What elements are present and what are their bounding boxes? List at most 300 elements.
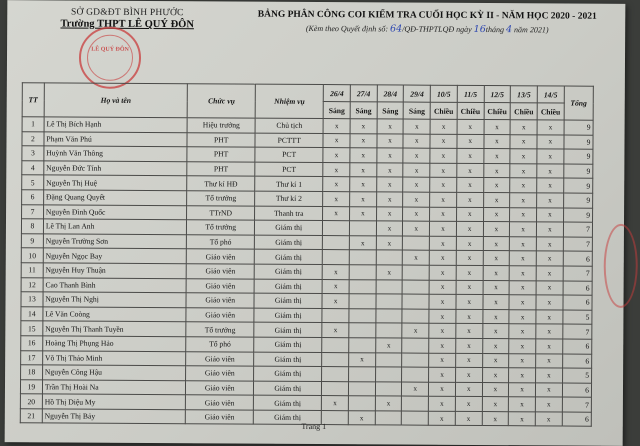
assignment-mark: x — [509, 266, 536, 281]
assignment-mark: x — [430, 134, 457, 149]
date-header: 12/5 — [484, 86, 511, 103]
subtitle-suffix: năm 2021) — [514, 25, 549, 35]
assignment-mark — [403, 236, 430, 251]
assignment-mark: x — [536, 295, 563, 310]
staff-position: Tổ phó — [186, 337, 254, 352]
staff-name: Nguyễn Ngọc Bay — [43, 248, 186, 263]
assignment-mark: x — [322, 323, 349, 338]
assignment-mark: x — [509, 280, 536, 295]
header-left — [37, 7, 217, 30]
staff-task: PCT — [255, 147, 323, 162]
assignment-mark: x — [323, 192, 350, 207]
assignment-mark: x — [323, 177, 350, 192]
assignment-mark: x — [429, 338, 456, 353]
assignment-mark: x — [403, 192, 430, 207]
document-subtitle — [237, 23, 617, 36]
staff-task: PCTTT — [255, 133, 323, 148]
assignment-mark — [403, 265, 430, 280]
staff-position: Tổ trưởng — [186, 322, 254, 337]
assignment-mark — [349, 338, 376, 353]
staff-name: Nguyễn Đức Tính — [44, 161, 187, 176]
assignment-mark — [322, 337, 349, 352]
assignment-mark — [349, 265, 376, 280]
assignment-mark: x — [375, 396, 402, 411]
assignment-mark — [322, 381, 349, 396]
assignment-mark — [349, 279, 376, 294]
row-number: 6 — [22, 190, 44, 205]
staff-position: Giáo viên — [186, 380, 254, 395]
staff-name: Huỳnh Văn Thông — [44, 146, 187, 161]
staff-position: Tổ trưởng — [187, 191, 255, 206]
decision-month: 4 — [505, 24, 513, 36]
staff-position: Tổ phó — [187, 234, 255, 249]
staff-position: Giáo viên — [186, 278, 254, 293]
row-total: 6 — [562, 354, 591, 369]
assignment-mark: x — [377, 119, 404, 134]
staff-position: Giáo viên — [186, 351, 254, 366]
row-number: 2 — [22, 131, 44, 146]
assignment-mark — [402, 309, 429, 324]
assignment-mark — [376, 279, 403, 294]
row-total: 7 — [563, 222, 592, 237]
staff-task: Giám thị — [255, 220, 323, 235]
assignment-mark: x — [403, 119, 430, 134]
assignment-mark: x — [456, 265, 483, 280]
staff-task: Thanh tra — [255, 206, 323, 221]
document-page — [5, 0, 626, 446]
assignment-mark: x — [429, 294, 456, 309]
assignment-mark: x — [536, 339, 563, 354]
assignment-mark: x — [322, 294, 349, 309]
date-header: 14/5 — [537, 86, 564, 103]
red-seal-partial — [603, 224, 638, 308]
assignment-mark: x — [510, 163, 537, 178]
staff-position: PHT — [187, 132, 255, 147]
assignment-mark: x — [509, 412, 536, 427]
assignment-mark: x — [348, 411, 375, 426]
row-total: 6 — [562, 412, 591, 427]
assignment-mark — [322, 352, 349, 367]
assignment-mark: x — [484, 120, 511, 135]
row-total: 6 — [563, 251, 592, 266]
assignment-mark — [349, 221, 376, 236]
assignment-mark: x — [350, 192, 377, 207]
row-total: 7 — [563, 237, 592, 252]
assignment-mark: x — [429, 236, 456, 251]
row-number: 20 — [20, 394, 42, 409]
assignment-mark: x — [456, 207, 483, 222]
assignment-mark: x — [536, 266, 563, 281]
assignment-mark: x — [509, 339, 536, 354]
staff-name: Hoàng Thị Phụng Hảo — [43, 336, 186, 351]
assignment-mark: x — [430, 192, 457, 207]
assignment-mark: x — [457, 119, 484, 134]
assignment-mark: x — [483, 251, 510, 266]
assignment-mark: x — [403, 177, 430, 192]
assignment-mark: x — [483, 280, 510, 295]
assignment-mark: x — [510, 251, 537, 266]
staff-task: Thư kí 1 — [255, 177, 323, 192]
table-body — [20, 117, 593, 427]
assignment-mark: x — [509, 397, 536, 412]
assignment-mark: x — [350, 162, 377, 177]
header-right — [237, 10, 617, 36]
assignment-mark: x — [375, 338, 402, 353]
assignment-mark: x — [536, 310, 563, 325]
assignment-mark: x — [535, 383, 562, 398]
assignment-mark — [376, 294, 403, 309]
assignment-mark: x — [482, 382, 509, 397]
assignment-mark: x — [457, 163, 484, 178]
session-header: Chiều — [430, 102, 457, 119]
staff-position: Giáo viên — [186, 264, 254, 279]
staff-task: Giám thị — [254, 352, 322, 367]
staff-name: Lê Thị Lan Anh — [43, 219, 186, 234]
assignment-mark: x — [537, 120, 564, 135]
assignment-mark: x — [509, 382, 536, 397]
staff-task: Giám thị — [254, 337, 322, 352]
assignment-mark: x — [430, 221, 457, 236]
assignment-mark: x — [323, 162, 350, 177]
assignment-table — [20, 82, 594, 427]
assignment-mark: x — [403, 250, 430, 265]
staff-name: Cao Thanh Bình — [43, 277, 186, 292]
assignment-mark: x — [350, 148, 377, 163]
session-header: Chiều — [457, 102, 484, 119]
assignment-mark: x — [429, 324, 456, 339]
assignment-mark: x — [535, 397, 562, 412]
column-header-position: Chức vụ — [187, 84, 255, 118]
staff-task: Giám thị — [254, 264, 322, 279]
department-name: SỞ GD&ĐT BÌNH PHƯỚC — [70, 7, 184, 19]
row-number: 4 — [22, 160, 44, 175]
assignment-mark: x — [402, 323, 429, 338]
assignment-mark: x — [456, 324, 483, 339]
row-number: 12 — [21, 277, 43, 292]
row-total: 7 — [563, 266, 592, 281]
staff-task: Giám thị — [254, 308, 322, 323]
row-number: 21 — [20, 409, 42, 424]
session-header: Chiều — [484, 103, 511, 120]
assignment-mark: x — [510, 134, 537, 149]
header-row-dates — [22, 83, 593, 103]
row-total: 9 — [564, 120, 593, 135]
staff-name: Nguyễn Thị Nghị — [43, 292, 186, 307]
staff-position: Giáo viên — [185, 410, 253, 425]
session-header: Sáng — [350, 102, 377, 119]
assignment-mark: x — [428, 396, 455, 411]
assignment-mark: x — [483, 163, 510, 178]
assignment-mark: x — [350, 119, 377, 134]
staff-name: Nguyễn Công Hậu — [42, 365, 185, 380]
assignment-mark: x — [510, 149, 537, 164]
assignment-mark: x — [537, 178, 564, 193]
assignment-mark — [323, 250, 350, 265]
assignment-mark: x — [429, 309, 456, 324]
assignment-mark: x — [510, 207, 537, 222]
row-total: 9 — [563, 193, 592, 208]
row-number: 18 — [21, 365, 43, 380]
assignment-mark: x — [535, 412, 562, 427]
assignment-mark — [322, 308, 349, 323]
date-header: 10/5 — [430, 85, 457, 102]
staff-task: Giám thị — [255, 235, 323, 250]
staff-name: Hồ Thị Diệu My — [42, 394, 185, 409]
stamp-text: LÊ QUÝ ĐÔN — [91, 46, 129, 53]
assignment-mark — [376, 323, 403, 338]
assignment-mark — [402, 294, 429, 309]
staff-position: Giáo viên — [186, 395, 254, 410]
assignment-mark: x — [510, 120, 537, 135]
assignment-mark: x — [456, 280, 483, 295]
staff-name: Phạm Văn Phú — [44, 131, 187, 146]
staff-position: PHT — [187, 161, 255, 176]
assignment-mark: x — [456, 192, 483, 207]
assignment-mark: x — [403, 207, 430, 222]
assignment-mark: x — [322, 279, 349, 294]
staff-position: Giáo viên — [186, 366, 254, 381]
row-number: 16 — [21, 336, 43, 351]
staff-name: Võ Thị Thảo Minh — [42, 350, 185, 365]
column-header-total: Tổng — [564, 86, 593, 120]
assignment-mark: x — [430, 119, 457, 134]
assignment-mark: x — [509, 368, 536, 383]
assignment-mark: x — [483, 149, 510, 164]
staff-position: Giáo viên — [186, 307, 254, 322]
assignment-mark: x — [430, 207, 457, 222]
staff-name: Nguyễn Trường Sơn — [43, 234, 186, 249]
row-number: 1 — [22, 117, 44, 132]
assignment-mark: x — [430, 178, 457, 193]
staff-position: Hiệu trưởng — [187, 118, 255, 133]
session-header: Sáng — [377, 102, 404, 119]
assignment-mark — [402, 280, 429, 295]
assignment-mark: x — [536, 280, 563, 295]
assignment-mark: x — [482, 309, 509, 324]
staff-task: Giám thị — [254, 366, 322, 381]
assignment-mark: x — [483, 236, 510, 251]
column-header-task: Nhiệm vụ — [255, 84, 323, 118]
page-number: Trang 1 — [301, 421, 327, 432]
assignment-mark — [375, 382, 402, 397]
assignment-mark: x — [482, 411, 509, 426]
assignment-mark — [349, 308, 376, 323]
assignment-mark: x — [456, 222, 483, 237]
staff-position: PHT — [187, 147, 255, 162]
staff-task: Thư kí 2 — [255, 191, 323, 206]
date-header: 28/4 — [377, 85, 404, 102]
assignment-mark: x — [536, 222, 563, 237]
row-total: 9 — [564, 149, 593, 164]
assignment-mark: x — [483, 265, 510, 280]
row-total: 7 — [563, 324, 592, 339]
assignment-mark: x — [482, 353, 509, 368]
assignment-mark — [349, 323, 376, 338]
staff-position: Giáo viên — [186, 293, 254, 308]
date-header: 13/5 — [511, 86, 538, 103]
subtitle-mid: /QĐ-THPTLQĐ ngày — [402, 24, 472, 34]
assignment-mark: x — [482, 397, 509, 412]
assignment-mark: x — [482, 338, 509, 353]
staff-name: Đặng Quang Quyết — [43, 190, 186, 205]
assignment-mark: x — [377, 133, 404, 148]
assignment-mark: x — [403, 221, 430, 236]
assignment-mark: x — [322, 264, 349, 279]
date-header: 29/4 — [404, 85, 431, 102]
assignment-mark: x — [430, 148, 457, 163]
assignment-mark: x — [536, 237, 563, 252]
assignment-mark: x — [536, 353, 563, 368]
row-total: 6 — [562, 383, 591, 398]
assignment-mark: x — [537, 134, 564, 149]
assignment-mark: x — [455, 353, 482, 368]
date-header: 27/4 — [350, 85, 377, 102]
assignment-mark: x — [509, 309, 536, 324]
staff-task: Giám thị — [254, 395, 322, 410]
assignment-mark: x — [456, 251, 483, 266]
school-name: Trường THPT LÊ QUÝ ĐÔN — [60, 18, 194, 31]
assignment-mark — [349, 367, 376, 382]
assignment-mark: x — [483, 178, 510, 193]
subtitle-prefix: (Kèm theo Quyết định số: — [305, 23, 389, 34]
assignment-mark: x — [509, 295, 536, 310]
staff-task: Giám thị — [254, 279, 322, 294]
assignment-mark: x — [429, 251, 456, 266]
assignment-mark: x — [403, 148, 430, 163]
session-header: Sáng — [323, 102, 350, 119]
assignment-mark — [402, 367, 429, 382]
row-number: 14 — [21, 306, 43, 321]
assignment-mark — [376, 309, 403, 324]
staff-name: Nguyễn Đình Quốc — [43, 204, 186, 219]
assignment-mark: x — [428, 411, 455, 426]
assignment-mark: x — [429, 280, 456, 295]
assignment-mark: x — [536, 251, 563, 266]
date-header: 26/4 — [324, 85, 351, 102]
row-number: 15 — [21, 321, 43, 336]
staff-name: Trần Thị Hoài Na — [42, 380, 185, 395]
column-header-tt: TT — [22, 83, 44, 117]
assignment-mark: x — [536, 324, 563, 339]
row-number: 11 — [21, 263, 43, 278]
row-number: 9 — [21, 233, 43, 248]
assignment-mark — [348, 396, 375, 411]
staff-position: TTrND — [187, 205, 255, 220]
assignment-mark: x — [536, 368, 563, 383]
assignment-mark — [349, 250, 376, 265]
assignment-mark — [402, 353, 429, 368]
document-title: BẢNG PHÂN CÔNG COI KIỂM TRA CUỐI HỌC KỲ II - NĂM HỌC 2020 - 2021 — [257, 9, 597, 22]
assignment-mark: x — [349, 235, 376, 250]
assignment-mark: x — [537, 164, 564, 179]
staff-name: Lê Thị Bích Hạnh — [44, 117, 187, 132]
assignment-mark: x — [322, 396, 349, 411]
row-total: 9 — [564, 164, 593, 179]
decision-number: 64 — [390, 23, 403, 35]
assignment-mark: x — [376, 163, 403, 178]
assignment-mark: x — [484, 134, 511, 149]
staff-position: Giáo viên — [186, 249, 254, 264]
decision-day: 16 — [473, 23, 486, 36]
subtitle-month-word: tháng — [485, 25, 505, 35]
row-total: 7 — [562, 397, 591, 412]
assignment-mark: x — [510, 236, 537, 251]
assignment-mark: x — [376, 221, 403, 236]
staff-task: Giám thị — [254, 410, 322, 425]
assignment-mark: x — [510, 222, 537, 237]
assignment-mark: x — [429, 353, 456, 368]
row-number: 19 — [20, 379, 42, 394]
row-total: 9 — [563, 178, 592, 193]
assignment-mark — [348, 381, 375, 396]
assignment-mark: x — [457, 149, 484, 164]
assignment-mark: x — [483, 222, 510, 237]
staff-task: Giám thị — [254, 293, 322, 308]
assignment-mark: x — [349, 352, 376, 367]
assignment-mark: x — [457, 178, 484, 193]
staff-task: Giám thị — [254, 322, 322, 337]
assignment-mark — [322, 367, 349, 382]
assignment-mark: x — [323, 206, 350, 221]
assignment-mark: x — [323, 119, 350, 134]
column-header-name: Họ và tên — [44, 83, 188, 118]
assignment-mark: x — [402, 382, 429, 397]
row-total: 6 — [563, 295, 592, 310]
row-number: 17 — [21, 350, 43, 365]
assignment-mark: x — [429, 265, 456, 280]
staff-position: Tổ trưởng — [187, 220, 255, 235]
staff-name: Nguyễn Thị Thanh Tuyền — [43, 321, 186, 336]
assignment-mark: x — [376, 236, 403, 251]
row-number: 5 — [22, 175, 44, 190]
row-number: 13 — [21, 292, 43, 307]
assignment-mark: x — [455, 367, 482, 382]
assignment-mark: x — [456, 338, 483, 353]
assignment-mark: x — [455, 411, 482, 426]
assignment-mark: x — [510, 193, 537, 208]
row-number: 8 — [21, 219, 43, 234]
red-seal-stamp — [79, 27, 141, 89]
assignment-mark: x — [483, 192, 510, 207]
assignment-mark — [376, 250, 403, 265]
assignment-mark: x — [430, 163, 457, 178]
assignment-mark: x — [429, 382, 456, 397]
date-header: 11/5 — [457, 85, 484, 102]
staff-task: Giám thị — [254, 381, 322, 396]
assignment-mark: x — [403, 163, 430, 178]
session-header: Sáng — [404, 102, 431, 119]
assignment-mark: x — [482, 368, 509, 383]
assignment-mark: x — [537, 193, 564, 208]
assignment-mark: x — [403, 134, 430, 149]
staff-name: Nguyễn Thị Bảy — [42, 409, 185, 424]
assignment-mark — [402, 396, 429, 411]
assignment-mark: x — [323, 148, 350, 163]
assignment-mark: x — [510, 178, 537, 193]
row-total: 9 — [563, 208, 592, 223]
assignment-mark: x — [537, 207, 564, 222]
assignment-mark — [323, 235, 350, 250]
assignment-mark — [375, 367, 402, 382]
staff-task: PCT — [255, 162, 323, 177]
assignment-mark: x — [482, 324, 509, 339]
assignment-mark: x — [376, 192, 403, 207]
assignment-mark: x — [483, 295, 510, 310]
staff-task: Chủ tịch — [255, 118, 323, 133]
assignment-mark: x — [377, 148, 404, 163]
assignment-mark: x — [376, 265, 403, 280]
row-number: 10 — [21, 248, 43, 263]
